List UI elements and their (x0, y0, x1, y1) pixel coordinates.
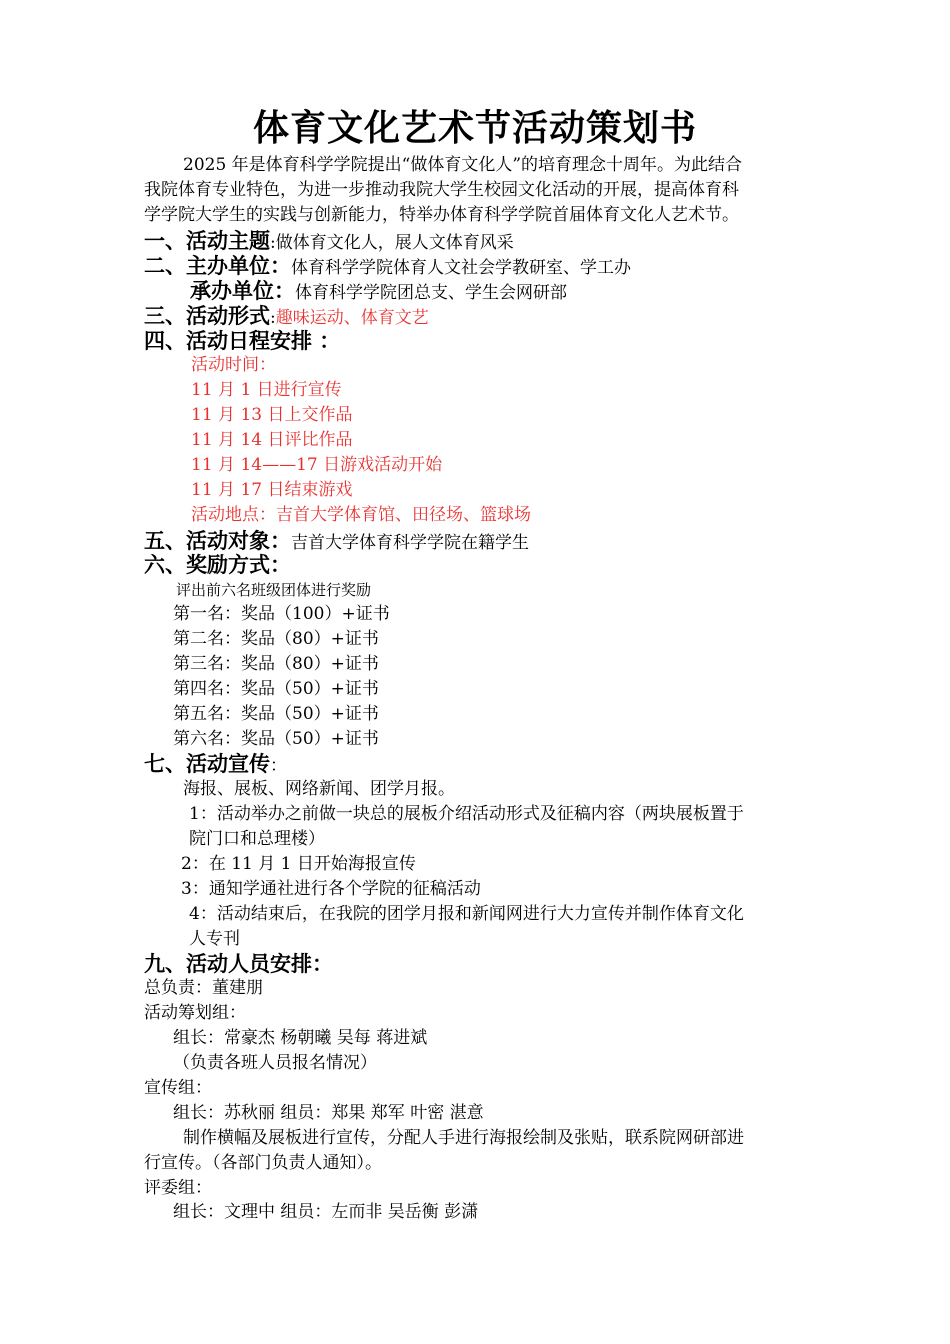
staff-line: 组长：文理中 组员：左而非 吴岳衡 彭潇 (173, 1202, 479, 1222)
schedule-item: 11 月 13 日上交作品 (191, 405, 353, 425)
section-theme (144, 229, 514, 256)
staff-line: 评委组： (144, 1178, 212, 1198)
schedule-item: 11 月 1 日进行宣传 (191, 380, 342, 400)
intro-line: 我院体育专业特色，为进一步推动我院大学生校园文化活动的开展，提高体育科 (144, 180, 739, 200)
section-organizer (144, 254, 631, 281)
intro-line: 学学院大学生的实践与创新能力，特举办体育科学学院首届体育文化人艺术节。 (144, 205, 739, 225)
award-intro: 评出前六名班级团体进行奖励 (176, 581, 372, 599)
section-heading: 承办单位： (190, 279, 295, 303)
section-co-organizer (190, 279, 567, 306)
section-heading: 六、奖励方式： (144, 553, 291, 577)
section-heading: 四、活动日程安排 ： (144, 329, 341, 353)
award-item: 第六名：奖品（50）+证书 (173, 729, 379, 749)
award-item: 第三名：奖品（80）+证书 (173, 654, 379, 674)
section-sep: : (270, 308, 276, 328)
staff-line: （负责各班人员报名情况） (173, 1053, 377, 1073)
section-text: 体育科学学院团总支、学生会网研部 (295, 283, 567, 303)
staff-line: 制作横幅及展板进行宣传，分配人手进行海报绘制及张贴，联系院网研部进 (183, 1128, 744, 1148)
schedule-location: 活动地点：吉首大学体育馆、田径场、篮球场 (191, 505, 531, 525)
schedule-item: 11 月 17 日结束游戏 (191, 480, 353, 500)
staff-line: 行宣传。（各部门负责人通知）。 (144, 1153, 382, 1173)
award-item: 第五名：奖品（50）+证书 (173, 704, 379, 724)
section-text: 做体育文化人，展人文体育风采 (275, 233, 514, 253)
section-heading: 二、主办单位： (144, 254, 291, 278)
section-format (144, 304, 429, 331)
award-item: 第四名：奖品（50）+证书 (173, 679, 379, 699)
promo-item: 4：活动结束后，在我院的团学月报和新闻网进行大力宣传并制作体育文化 (189, 904, 744, 924)
intro-line: 2025 年是体育科学学院提出“做体育文化人”的培育理念十周年。为此结合 (183, 155, 743, 175)
section-text: 趣味运动、体育文艺 (275, 308, 429, 328)
document-title: 体育文化艺术节活动策划书 (252, 108, 697, 149)
staff-line: 组长：苏秋丽 组员：郑果 郑军 叶密 湛意 (173, 1103, 484, 1123)
section-text: 体育科学学院体育人文社会学教研室、学工办 (291, 258, 631, 278)
section-heading: 五、活动对象： (144, 529, 291, 553)
staff-line: 活动筹划组： (144, 1003, 246, 1023)
promo-intro: 海报、展板、网络新闻、团学月报。 (183, 779, 455, 799)
section-awards (144, 553, 291, 580)
section-heading: 三、活动形式 (144, 304, 270, 328)
section-sep: ： (270, 756, 287, 776)
section-text: 吉首大学体育科学学院在籍学生 (291, 533, 529, 553)
section-heading: 七、活动宣传 (144, 752, 270, 776)
promo-item: 3：通知学通社进行各个学院的征稿活动 (181, 879, 481, 899)
staff-line: 组长：常豪杰 杨朝曦 吴每 蒋进斌 (173, 1028, 428, 1048)
section-sep: : (270, 233, 276, 253)
staff-line: 总负责：董建朋 (144, 978, 263, 998)
section-heading: 九、活动人员安排： (144, 952, 333, 976)
section-staff (144, 952, 333, 979)
promo-item: 1：活动举办之前做一块总的展板介绍活动形式及征稿内容（两块展板置于 (189, 804, 744, 824)
promo-item: 2：在 11 月 1 日开始海报宣传 (181, 854, 416, 874)
section-schedule (144, 329, 340, 356)
staff-line: 宣传组： (144, 1078, 212, 1098)
section-target (144, 529, 529, 556)
award-item: 第一名：奖品（100）+证书 (173, 604, 390, 624)
section-promotion (144, 752, 287, 779)
schedule-item: 11 月 14 日评比作品 (191, 430, 353, 450)
award-item: 第二名：奖品（80）+证书 (173, 629, 379, 649)
schedule-item: 11 月 14——17 日游戏活动开始 (191, 455, 443, 475)
section-heading: 一、活动主题 (144, 229, 270, 253)
promo-item: 人专刊 (189, 929, 240, 949)
schedule-item: 活动时间： (191, 355, 276, 375)
promo-item: 院门口和总理楼） (189, 829, 325, 849)
